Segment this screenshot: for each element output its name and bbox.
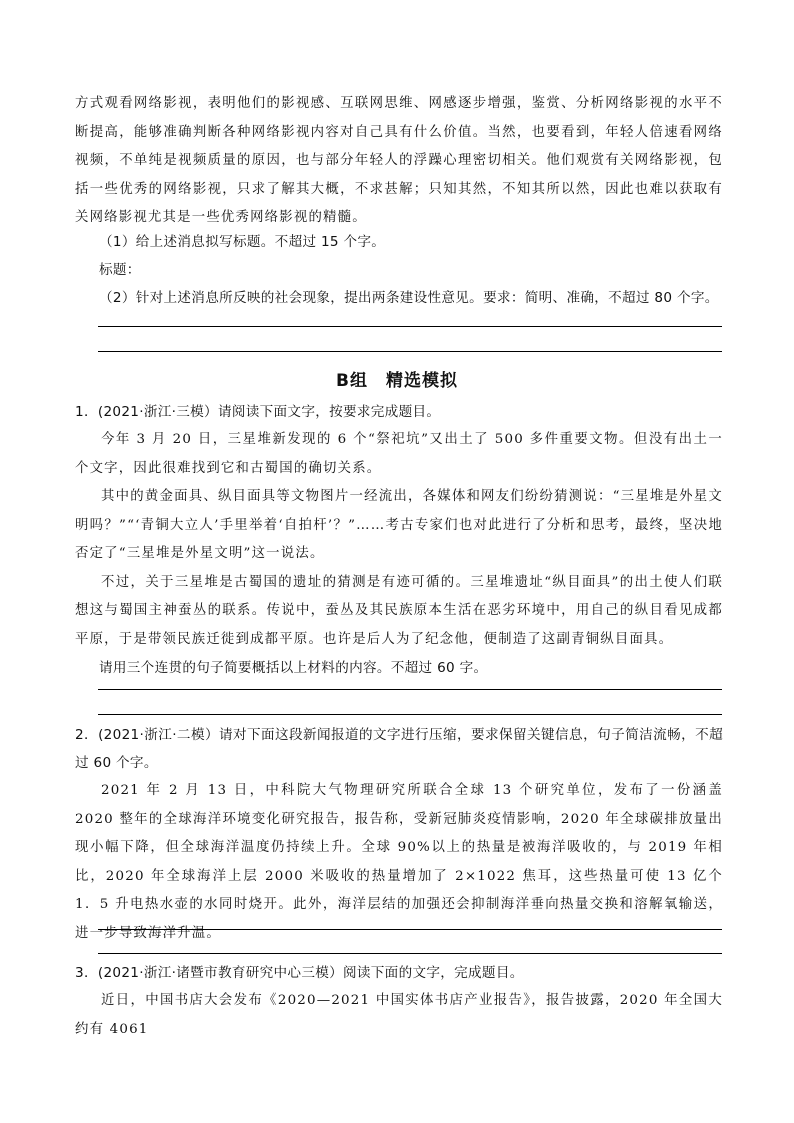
item-1-paragraph-2: 其中的黄金面具、纵目面具等文物图片一经流出，各媒体和网友们纷纷猜测说：“三星堆是外星文明吗？”“‘青铜大立人’手里举着‘自拍杆’？”……考古专家们也对此进行了分析和思考，最终，坚决地否定了“三星堆是外星文明”这一说法。 xyxy=(75,489,723,561)
item-2-prompt: 2．(2021·浙江·二模）请对下面这段新闻报道的文字进行压缩，要求保留关键信息，句子简洁流畅，不超过 60 个字。 xyxy=(75,727,723,771)
item-1-paragraph-3: 不过，关于三星堆是古蜀国的遗址的猜测是有迹可循的。三星堆遗址“纵目面具”的出土使人们联想这与蜀国主神蚕丛的联系。传说中，蚕丛及其民族原本生活在恶劣环境中，用自己的纵目看见成都平原，于是带领民族迁徙到成都平原。也许是后人为了纪念他，便制造了这副青铜纵目面具。 xyxy=(75,574,723,647)
intro-passage xyxy=(75,90,723,233)
item-3-prompt: 3．(2021·浙江·诸暨市教育研究中心三模）阅读下面的文字，完成题目。 xyxy=(75,965,524,981)
answer-line[interactable] xyxy=(98,689,722,690)
item-1-task: 请用三个连贯的句子简要概括以上材料的内容。不超过 60 字。 xyxy=(99,660,488,676)
item-1-prompt: 1．(2021·浙江·三模）请阅读下面文字，按要求完成题目。 xyxy=(75,404,441,420)
section-b-title: B组 精选模拟 xyxy=(336,371,458,391)
question-2-text: （2）针对上述消息所反映的社会现象，提出两条建设性意见。要求：简明、准确，不超过 80 个字。 xyxy=(99,290,719,306)
item-2-paragraph: 2021 年 2 月 13 日，中科院大气物理研究所联合全球 13 个研究单位，发布了一份涵盖 2020 整年的全球海洋环境变化研究报告，报告称，受新冠肺炎疫情影响，2020 年全球碳排放量出现小幅下降，但全球海洋温度仍持续上升。全球 90%以上的热量是被海洋吸收的，与 2019 年相比，2020 年全球海洋上层 2000 米吸收的热量增加了 2×1022 焦耳，这些热量可使 13 亿个 1．5 升电热水壶的水同时烧开。此外，海洋层结的加强还会抑制海洋垂向热量交换和溶解氧输送，进一步导致海洋升温。 xyxy=(75,783,723,941)
item-1 xyxy=(75,398,723,682)
item-2 xyxy=(75,721,723,948)
answer-line[interactable] xyxy=(98,953,722,954)
question-1-text: （1）给上述消息拟写标题。不超过 15 个字。 xyxy=(99,234,386,250)
answer-line[interactable] xyxy=(98,326,722,327)
intro-paragraph: 方式观看网络影视，表明他们的影视感、互联网思维、网感逐步增强，鉴赏、分析网络影视的水平不断提高，能够准确判断各种网络影视内容对自己具有什么价值。当然，也要看到，年轻人倍速看网络视频，不单纯是视频质量的原因，也与部分年轻人的浮躁心理密切相关。他们观赏有关网络影视，包括一些优秀的网络影视，只求了解其大概，不求甚解；只知其然，不知其所以然，因此也难以获取有关网络影视尤其是一些优秀网络影视的精髓。 xyxy=(75,96,723,225)
item-1-paragraph-1: 今年 3 月 20 日，三星堆新发现的 6 个“祭祀坑”又出土了 500 多件重要文物。但没有出土一个文字，因此很难找到它和古蜀国的确切关系。 xyxy=(75,432,723,476)
title-label: 标题： xyxy=(99,262,141,278)
item-3 xyxy=(75,959,723,1044)
question-1-block xyxy=(75,228,723,312)
answer-line[interactable] xyxy=(98,351,722,352)
answer-line[interactable] xyxy=(98,714,722,715)
answer-line[interactable] xyxy=(98,929,722,930)
item-3-paragraph: 近日，中国书店大会发布《2020—2021 中国实体书店产业报告》，报告披露，2020 年全国大约有 4061 xyxy=(75,993,723,1037)
